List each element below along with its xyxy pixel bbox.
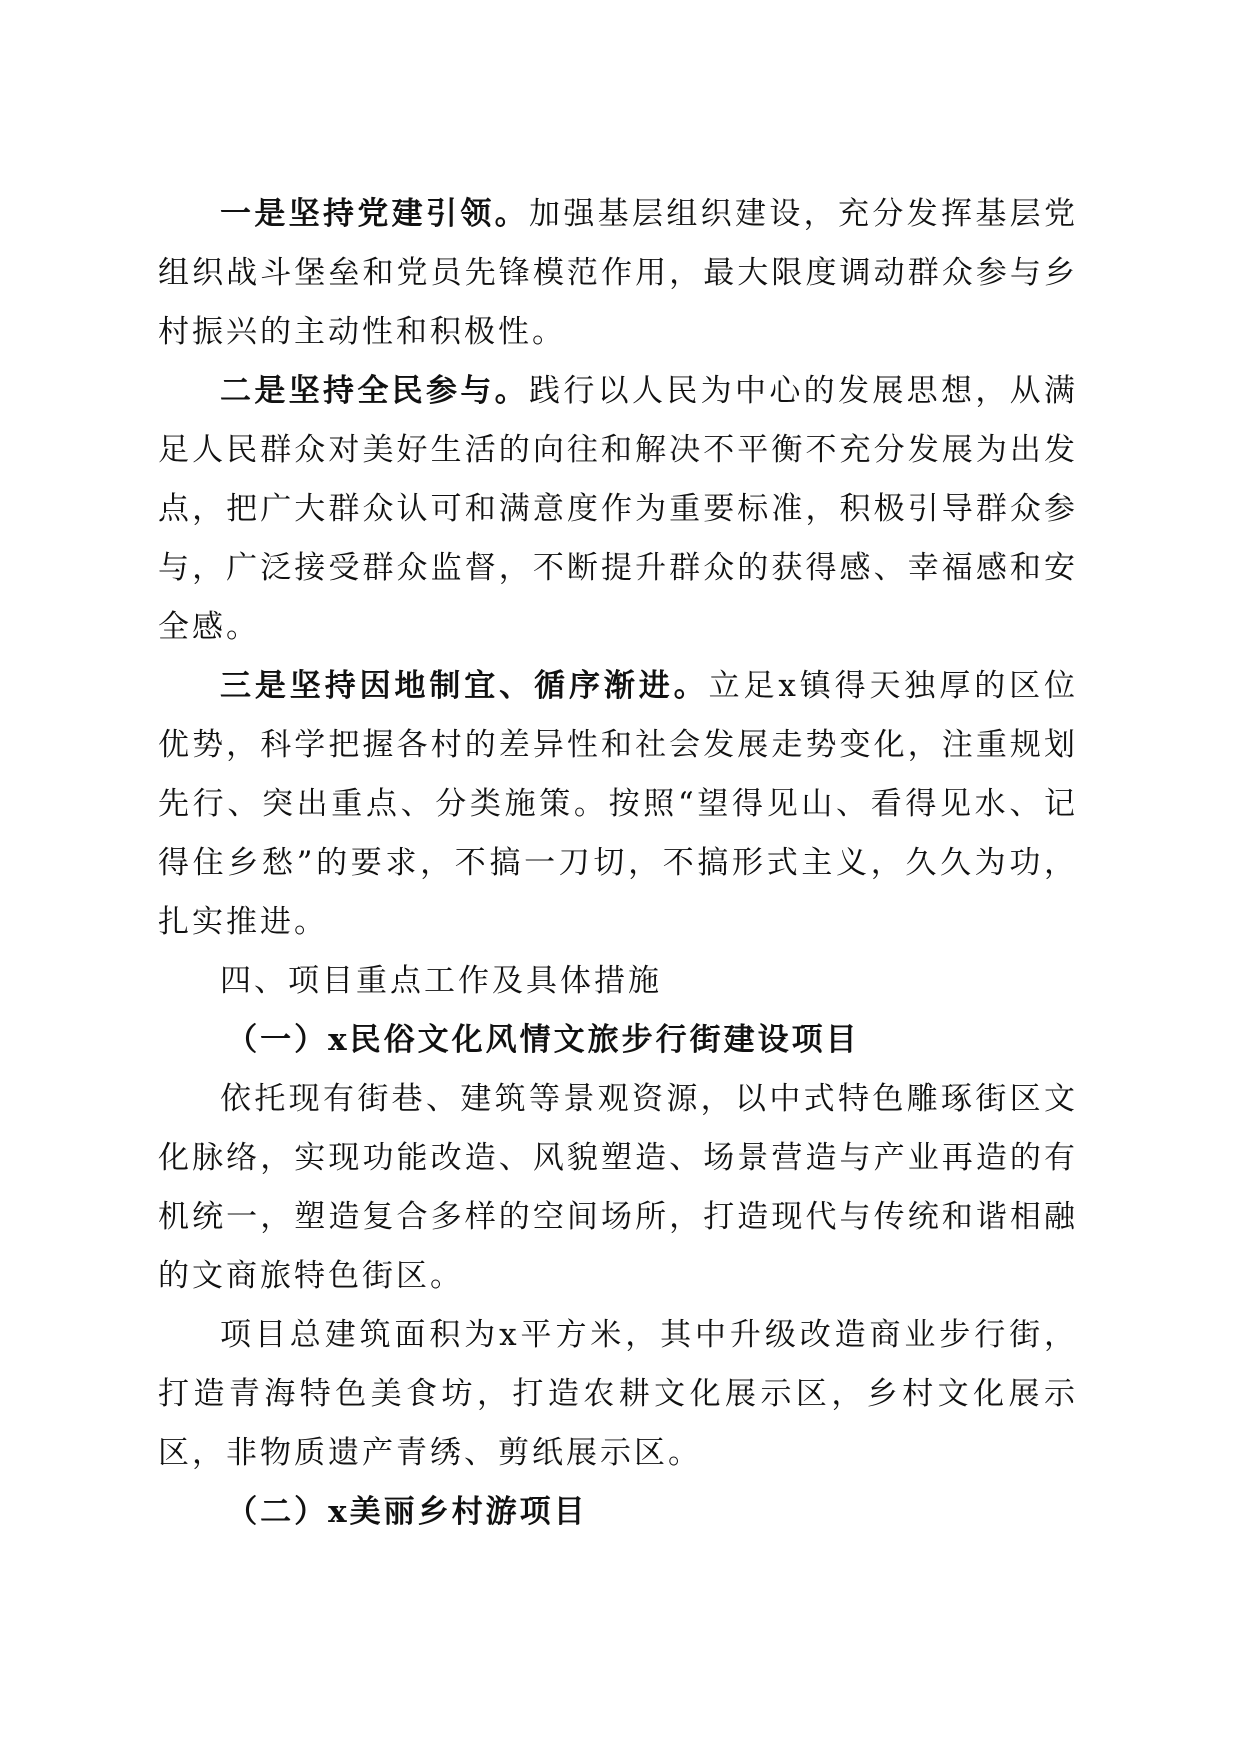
paragraph-lead: 二是坚持全民参与。	[220, 373, 529, 409]
paragraph-public-participation	[158, 362, 1078, 657]
subsection-heading-rural-tourism: （二）x美丽乡村游项目	[226, 1494, 588, 1530]
paragraph-lead: 三是坚持因地制宜、循序渐进。	[220, 668, 709, 704]
document-body	[158, 185, 1078, 1542]
paragraph-building-area: 项目总建筑面积为x平方米，其中升级改造商业步行街，打造青海特色美食坊，打造农耕文化展示区，乡村文化展示区，非物质遗产青绣、剪纸展示区。	[158, 1317, 1078, 1471]
paragraph-text: 践行以人民为中心的发展思想，从满足人民群众对美好生活的向往和解决不平衡不充分发展为出发点，把广大群众认可和满意度作为重要标准，积极引导群众参与，广泛接受群众监督，不断提升群众的获得感、幸福感和安全感。	[158, 373, 1078, 645]
section-heading-key-work: 四、项目重点工作及具体措施	[220, 963, 662, 999]
paragraph-text: 立足x镇得天独厚的区位优势，科学把握各村的差异性和社会发展走势变化，注重规划先行、突出重点、分类施策。按照“望得见山、看得见水、记得住乡愁”的要求，不搞一刀切，不搞形式主义，久久为功，扎实推进。	[158, 668, 1079, 940]
paragraph-text: 加强基层组织建设，充分发挥基层党组织战斗堡垒和党员先锋模范作用，最大限度调动群众参与乡村振兴的主动性和积极性。	[158, 196, 1078, 350]
paragraph-lead: 一是坚持党建引领。	[220, 196, 529, 232]
paragraph-street-description: 依托现有街巷、建筑等景观资源，以中式特色雕琢街区文化脉络，实现功能改造、风貌塑造、场景营造与产业再造的有机统一，塑造复合多样的空间场所，打造现代与传统和谐相融的文商旅特色街区。	[158, 1081, 1078, 1294]
subsection-heading-pedestrian-street: （一）x民俗文化风情文旅步行街建设项目	[226, 1022, 860, 1058]
paragraph-party-leadership	[158, 185, 1078, 362]
paragraph-local-conditions	[158, 657, 1078, 952]
